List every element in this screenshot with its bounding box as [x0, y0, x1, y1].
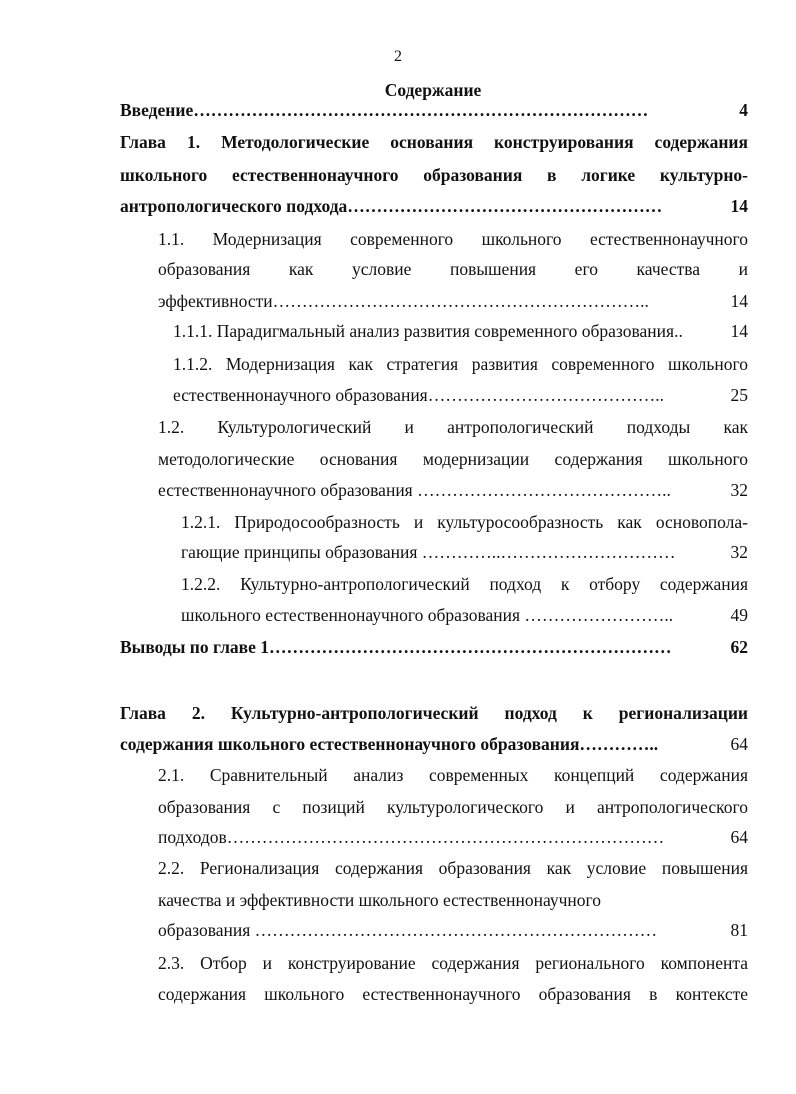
toc-chapter-1-line2[interactable]: школьного естественнонаучного образования в логике культурно- [120, 165, 748, 185]
toc-section-1-1-line3[interactable]: эффективности……………………………………………………….. [158, 291, 649, 311]
toc-section-2-3-line1[interactable]: 2.3. Отбор и конструирование содержания регионального компонента [158, 953, 748, 973]
toc-section-2-3-line2[interactable]: содержания школьного естественнонаучного образования в контексте [158, 984, 748, 1004]
toc-chapter-1-line3[interactable]: антропологического подхода……………………………………………… [120, 196, 663, 216]
toc-section-1-2-line2[interactable]: методологические основания модернизации содержания школьного [158, 449, 748, 469]
toc-section-1-2-1-line2[interactable]: гающие принципы образования …………..………………………… [181, 542, 676, 562]
toc-chapter-2-line2[interactable]: содержания школьного естественнонаучного образования………….. [120, 734, 659, 754]
toc-page-chapter-1: 14 [730, 196, 748, 216]
toc-section-2-2-line3[interactable]: образования …………………………………………………………… [158, 920, 658, 940]
toc-section-2-1-line1[interactable]: 2.1. Сравнительный анализ современных концепций содержания [158, 765, 748, 785]
toc-section-1-1-line2[interactable]: образования как условие повышения его качества и [158, 259, 748, 279]
toc-section-1-2-1-line1[interactable]: 1.2.1. Природосообразность и культуросообразность как основопола- [181, 512, 748, 532]
toc-chapter-2-line1[interactable]: Глава 2. Культурно-антропологический подход к регионализации [120, 703, 748, 723]
toc-section-1-1-2-line1[interactable]: 1.1.2. Модернизация как стратегия развития современного школьного [173, 354, 748, 374]
toc-section-2-1-line2[interactable]: образования с позиций культурологического и антропологического [158, 797, 748, 817]
toc-page-1-1-1: 14 [730, 321, 748, 341]
toc-section-1-2-2-line2[interactable]: школьного естественнонаучного образования …………………….. [181, 605, 674, 625]
toc-page-1-1-2: 25 [730, 385, 748, 405]
toc-page-1-2: 32 [730, 480, 748, 500]
toc-chapter-1-line1[interactable]: Глава 1. Методологические основания конструирования содержания [120, 132, 748, 152]
toc-page-2-1: 64 [730, 827, 748, 847]
toc-page-intro: 4 [739, 100, 748, 120]
toc-section-2-1-line3[interactable]: подходов………………………………………………………………… [158, 827, 665, 847]
toc-page-1-2-2: 49 [730, 605, 748, 625]
toc-section-1-1-line1[interactable]: 1.1. Модернизация современного школьного естественнонаучного [158, 229, 748, 249]
toc-section-1-2-line1[interactable]: 1.2. Культурологический и антропологический подходы как [158, 417, 748, 437]
toc-section-1-2-2-line1[interactable]: 1.2.2. Культурно-антропологический подход к отбору содержания [181, 574, 748, 594]
toc-section-1-1-1[interactable]: 1.1.1. Парадигмальный анализ развития современного образования.. [173, 321, 683, 341]
toc-section-1-2-line3[interactable]: естественнонаучного образования …………………………………….. [158, 480, 671, 500]
toc-page-1-2-1: 32 [730, 542, 748, 562]
toc-page-2-2: 81 [730, 920, 748, 940]
toc-section-2-2-line1[interactable]: 2.2. Регионализация содержания образования как условие повышения [158, 858, 748, 878]
toc-conclusions-chapter-1[interactable]: Выводы по главе 1…………………………………………………………… [120, 637, 672, 657]
toc-section-2-2-line2[interactable]: качества и эффективности школьного естественнонаучного [158, 890, 601, 910]
toc-page-conclusions-1: 62 [730, 637, 748, 657]
toc-page-1-1: 14 [730, 291, 748, 311]
toc-section-1-1-2-line2[interactable]: естественнонаучного образования………………………………….. [173, 385, 664, 405]
toc-title: Содержание [384, 80, 482, 100]
toc-page-chapter-2: 64 [730, 734, 748, 754]
toc-entry-intro[interactable]: Введение…………………………………………………………………… [120, 100, 649, 120]
page-number: 2 [394, 48, 402, 65]
